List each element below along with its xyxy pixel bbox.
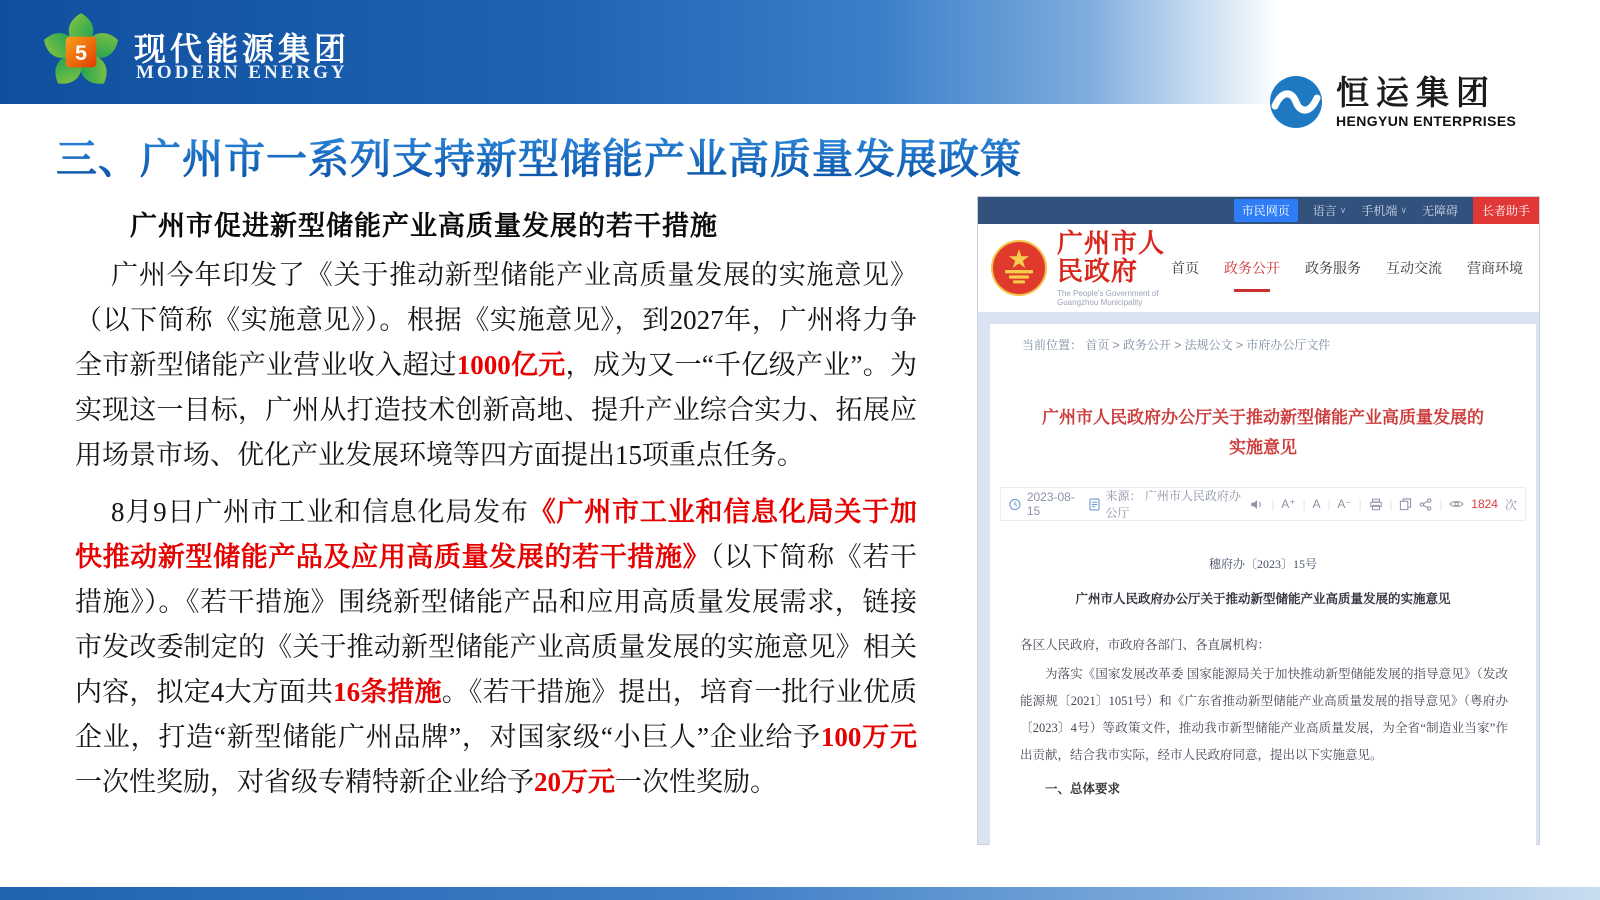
accessibility-link[interactable]: 无障碍 [1421,204,1458,218]
doc-body-paragraph: 为落实《国家发展改革委 国家能源局关于加快推动新型储能发展的指导意见》（发改能源规〔2021〕1051号）和《广东省推动新型储能产业高质量发展的指导意见》（粤府办〔2023〕4号）等政策文件，推动我市新型储能产业高质量发展，为全省“制造业当家”作出贡献，结合我市实际，经市人民政府同意，提出以下实施意见。 [1020,667,1508,762]
view-count: 1824 [1471,497,1498,511]
highlight-text: 100万元 [820,722,918,752]
font-normal-button[interactable]: A [1312,497,1321,511]
hengyun-wave-icon [1268,74,1324,130]
modern-energy-logo-icon [38,9,124,95]
website-header [978,224,1539,312]
eye-icon [1449,498,1464,510]
article-block [75,204,917,805]
article-paragraph: 广州今年印发了《关于推动新型储能产业高质量发展的实施意见》（以下简称《实施意见》）。根据《实施意见》，到2027年，广州将力争全市新型储能产业营业收入超过1000亿元，成为又一“千亿级产业”。为实现这一目标，广州从打造技术创新高地、提升产业综合实力、拓展应用场景市场、优化产业发展环境等四方面提出15项重点任务。 [75,260,918,470]
nav-item[interactable]: 政务公开 [1224,260,1280,276]
breadcrumb[interactable]: 当前位置： 首页 > 政务公开 > 法规公文 > 市府办公厅文件 [1022,338,1331,352]
article-meta-bar [1000,487,1526,521]
share-icon[interactable] [1419,498,1432,511]
doc-title: 广州市人民政府办公厅关于推动新型储能产业高质量发展的实施意见 [1075,592,1451,606]
nav-item[interactable]: 营商环境 [1467,260,1523,276]
source-text: 来源： 广州市人民政府办公厅 [1105,489,1241,520]
nav-item[interactable]: 互动交流 [1386,260,1442,276]
clock-icon [1009,498,1021,511]
copy-icon[interactable] [1399,498,1412,511]
printer-icon[interactable] [1369,498,1383,511]
document-icon [1089,498,1100,511]
mobile-dropdown[interactable]: 手机端 ∨ [1361,204,1407,218]
gov-website-screenshot [977,196,1540,845]
view-count-unit: 次 [1504,497,1517,512]
hengyun-name-en: HENGYUN ENTERPRISES [1336,112,1517,129]
highlight-text: 20万元 [534,767,615,797]
slide-title: 三、广州市一系列支持新型储能产业高质量发展政策 [56,126,1022,185]
brand-name-en: MODERN ENERGY [136,62,348,83]
svg-text:5: 5 [75,41,87,66]
chevron-down-icon: ∨ [1339,205,1347,215]
page-title: 广州市人民政府办公厅关于推动新型储能产业高质量发展的 实施意见 [1042,408,1484,457]
article-paragraphs [75,253,917,805]
website-content [978,312,1539,846]
highlight-text: 1000亿元 [456,350,566,380]
brand-name-cn: 现代能源集团 [134,31,351,67]
nav-item[interactable]: 首页 [1171,260,1199,276]
font-decrease-button[interactable]: A⁻ [1337,497,1352,511]
doc-salutation: 各区人民政府，市政府各部门、各直属机构： [1020,638,1271,652]
site-name-en: The People's Government of Guangzhou Municipality [1057,289,1159,307]
highlight-text: 16条措施 [333,677,442,707]
doc-number: 穗府办〔2023〕15号 [1208,557,1317,571]
citizen-page-button[interactable]: 市民网页 [1234,199,1298,222]
website-nav [1171,258,1527,278]
publish-date: 2023-08-15 [1026,490,1075,518]
bottom-bar [0,887,1600,900]
font-increase-button[interactable]: A⁺ [1281,497,1296,511]
article-paragraph: 8月9日广州市工业和信息化局发布《广州市工业和信息化局关于加快推动新型储能产品及应用高质量发展的若干措施》（以下简称《若干措施》）。《若干措施》围绕新型储能产品和应用高质量发展需求，链接市发改委制定的《关于推动新型储能产业高质量发展的实施意见》相关内容，拟定4大方面共16条措施。《若干措施》提出，培育一批行业优质企业，打造“新型储能广州品牌”，对国家级“小巨人”企业给予100万元一次性奖励，对省级专精特新企业给予20万元一次性奖励。 [75,497,918,797]
hengyun-logo-block [1268,74,1516,130]
article-heading: 广州市促进新型储能产业高质量发展的若干措施 [130,211,718,241]
chevron-down-icon: ∨ [1400,205,1407,215]
hengyun-name-cn: 恒运集团 [1336,73,1496,111]
website-topbar [978,197,1539,224]
highlight-text: 《广州市工业和信息化局关于加快推动新型储能产品及应用高质量发展的若干措施》 [75,497,918,572]
speaker-icon[interactable] [1250,498,1264,511]
site-name-cn: 广州市人民政府 [1057,228,1166,286]
elder-helper-button[interactable]: 长者助手 [1473,197,1539,224]
national-emblem-icon [990,239,1048,297]
nav-item[interactable]: 政务服务 [1305,260,1361,276]
doc-section-heading: 一、总体要求 [1045,782,1121,796]
language-dropdown[interactable]: 语言 ∨ [1312,204,1347,218]
